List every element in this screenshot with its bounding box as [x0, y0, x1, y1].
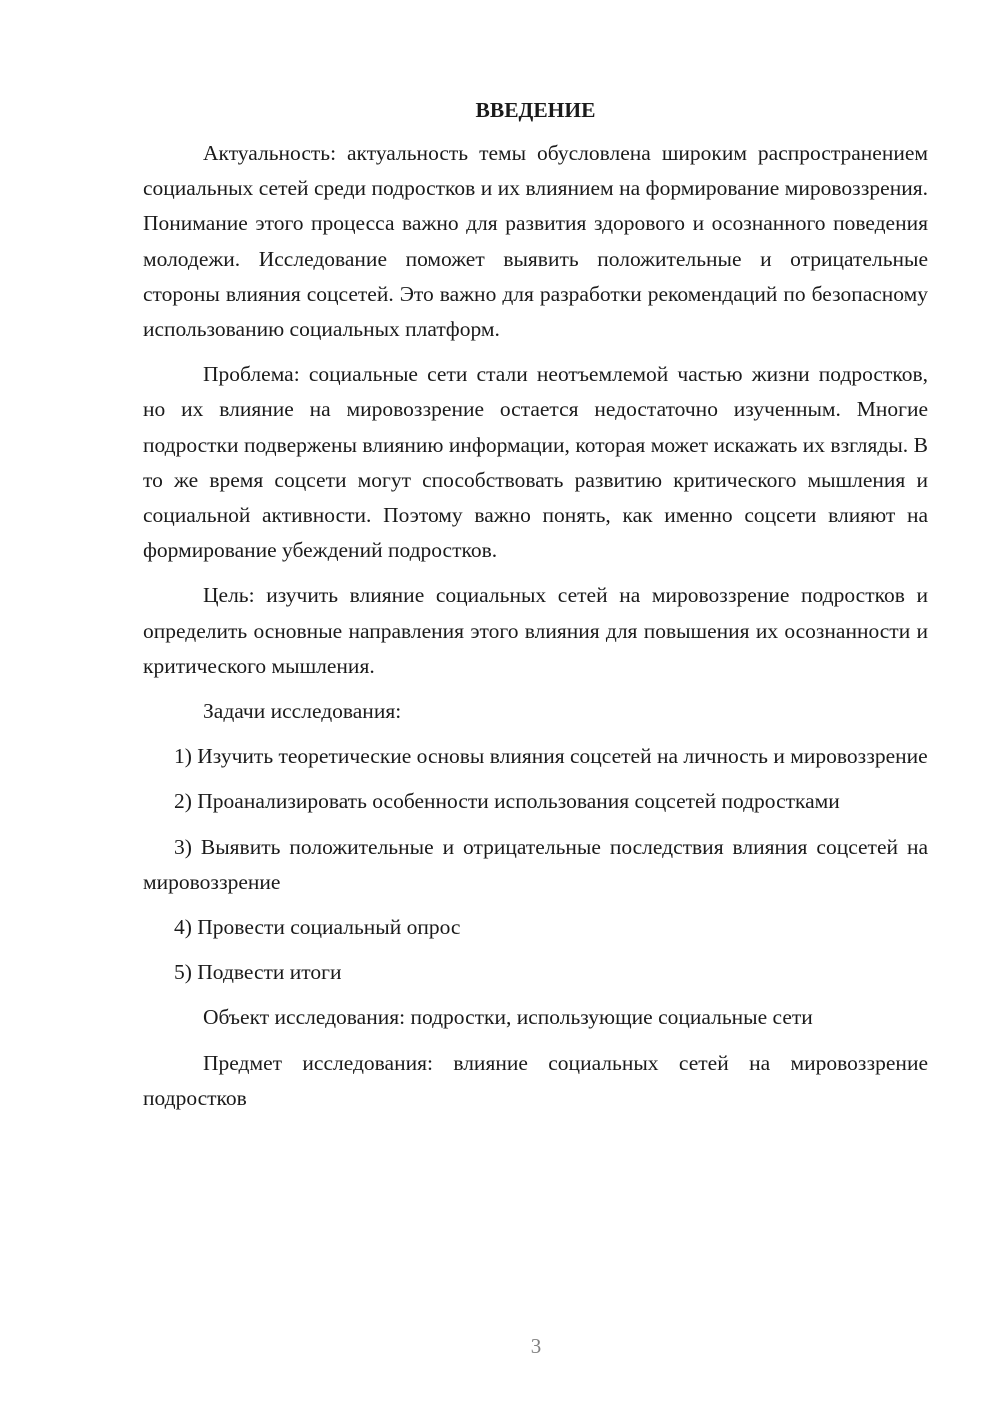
goal-paragraph: Цель: изучить влияние социальных сетей на мировоззрение подростков и определить основные направления этого влияния для повышения их осознанности и критического мышления. — [143, 583, 928, 678]
document-page — [143, 96, 928, 1126]
task-item-4: 4) Провести социальный опрос — [174, 915, 461, 940]
task-item-3: 3) Выявить положительные и отрицательные последствия влияния соцсетей на мировоззрение — [143, 834, 928, 894]
task-item-1: 1) Изучить теоретические основы влияния соцсетей на личность и мировоззрение — [174, 744, 928, 769]
tasks-heading: Задачи исследования: — [203, 699, 402, 724]
relevance-paragraph: Актуальность: актуальность темы обусловлена широким распространением социальных сетей среди подростков и их влиянием на формирование мировоззрения. Понимание этого процесса важно для развития здорового и осознанного поведения молодежи. Исследование поможет выявить положительные и отрицательные стороны влияния соцсетей. Это важно для разработки рекомендаций по безопасному использованию социальных платформ. — [143, 141, 928, 342]
research-subject: Предмет исследования: влияние социальных сетей на мировоззрение подростков — [143, 1050, 928, 1110]
task-item-5: 5) Подвести итоги — [174, 960, 342, 985]
task-item-2: 2) Проанализировать особенности использования соцсетей подростками — [174, 789, 840, 814]
research-object: Объект исследования: подростки, использующие социальные сети — [203, 1005, 813, 1030]
page-number: 3 — [530, 1334, 542, 1358]
problem-paragraph: Проблема: социальные сети стали неотъемлемой частью жизни подростков, но их влияние на мировоззрение остается недостаточно изученным. Многие подростки подвержены влиянию информации, которая может искажать их взгляды. В то же время соцсети могут способствовать развитию критического мышления и социальной активности. Поэтому важно понять, как именно соцсети влияют на формирование убеждений подростков. — [143, 362, 928, 563]
section-title: ВВЕДЕНИЕ — [475, 98, 596, 122]
